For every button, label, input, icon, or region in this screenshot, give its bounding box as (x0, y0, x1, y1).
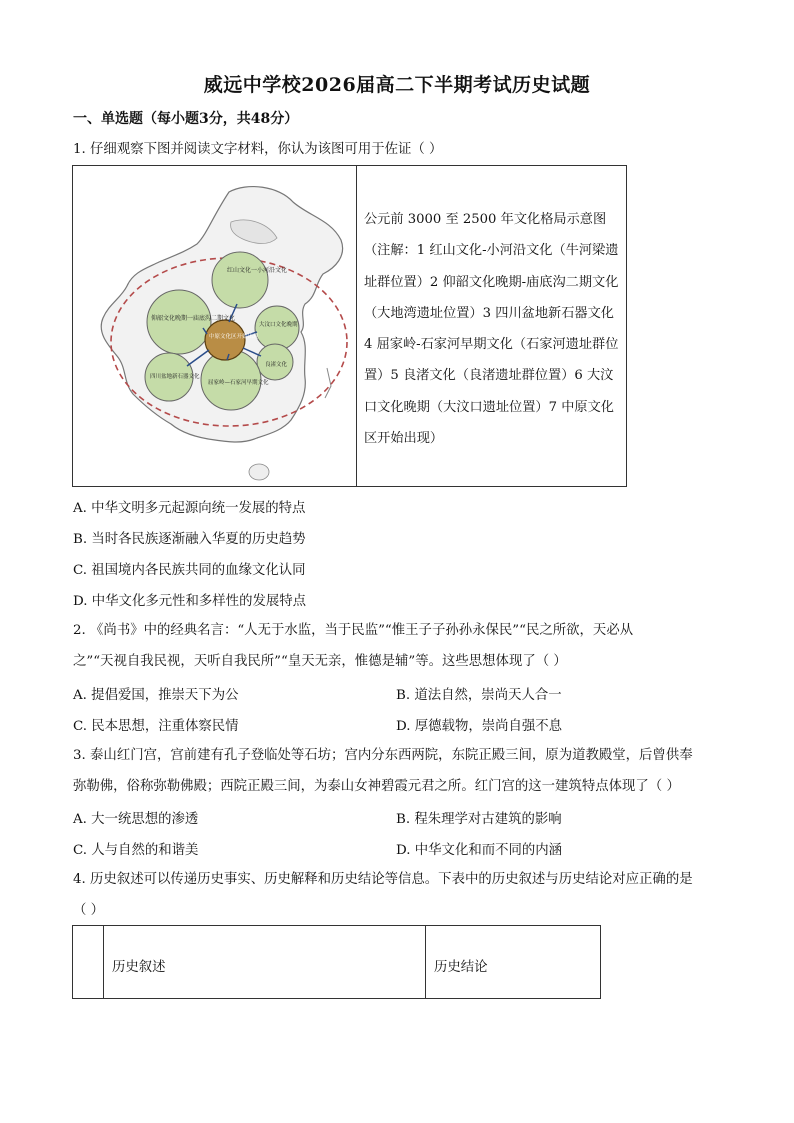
table-header-narrative: 历史叙述 (112, 960, 166, 975)
q2-option-a[interactable]: A. 提倡爱国，推崇天下为公 (73, 688, 239, 703)
table-header-conclusion: 历史结论 (434, 960, 488, 975)
label-central-plains: 中原文化区开始出现 (209, 334, 259, 340)
table-divider (356, 166, 357, 486)
island-shape (325, 368, 331, 398)
map-caption: 公元前 3000 至 2500 年文化格局示意图（注解：1 红山文化-小河沿文化（牛河梁遗址群位置）2 仰韶文化晚期-庙底沟二期文化（大地湾遗址位置）3 四川盆地新石器文化 4 屈家岭-石家河早期文化（石家河遗址群位置）5 良渚文化（良渚遗址群位置）6 大汶口文化晚期（大汶口遗址位置）7 中原文化区开始出现） (364, 212, 619, 447)
q2-option-d[interactable]: D. 厚德载物，崇尚自强不息 (396, 719, 563, 734)
q3-option-b[interactable]: B. 程朱理学对古建筑的影响 (396, 812, 562, 827)
q1-option-b[interactable]: B. 当时各民族逐渐融入华夏的历史趋势 (73, 532, 306, 547)
section-heading: 一、单选题（每小题3分，共48分） (73, 111, 299, 127)
label-hongshan: 红山文化一小河沿文化 (227, 267, 288, 274)
q4-stem-line1: 4. 历史叙述可以传递历史事实、历史解释和历史结论等信息。下表中的历史叙述与历史结论对应正确的是 (73, 872, 693, 887)
q1-option-c[interactable]: C. 祖国境内各民族共同的血缘文化认同 (73, 563, 306, 578)
island-shape (249, 464, 269, 480)
q1-stem: 1. 仔细观察下图并阅读文字材料，你认为该图可用于佐证（ ） (73, 142, 443, 157)
region-yangshao (147, 290, 211, 354)
q1-option-a[interactable]: A. 中华文明多元起源向统一发展的特点 (73, 501, 306, 516)
q2-stem-line1: 2. 《尚书》中的经典名言：“人无于水监，当于民监”“惟王子子孙孙永保民”“民之所欲，天必从 (73, 623, 634, 638)
q3-option-a[interactable]: A. 大一统思想的渗透 (73, 812, 199, 827)
label-qujialing: 屈家岭—石家河早期文化 (208, 380, 269, 386)
region-dawenkou (255, 306, 299, 350)
region-hongshan (212, 252, 268, 308)
q2-option-c[interactable]: C. 民本思想，注重体察民情 (73, 719, 239, 734)
q2-stem-line2: 之”“天视自我民视，天听自我民所”“皇天无亲，惟德是辅”等。这些思想体现了（ ） (73, 654, 567, 669)
label-liangzhu: 良渚文化 (265, 362, 288, 368)
q4-table (72, 925, 601, 999)
q1-option-d[interactable]: D. 中华文化多元性和多样性的发展特点 (73, 594, 307, 609)
q3-option-c[interactable]: C. 人与自然的和谐美 (73, 843, 199, 858)
table-column-divider (425, 926, 426, 998)
q2-option-b[interactable]: B. 道法自然，崇尚天人合一 (396, 688, 562, 703)
q1-figure-table (72, 165, 627, 487)
region-central-plains (205, 320, 245, 360)
label-sichuan: 四川盆地新石器文化 (150, 374, 200, 380)
table-column-divider (103, 926, 104, 998)
q3-stem-line2: 弥勒佛，俗称弥勒佛殿；西院正殿三间，为泰山女神碧霞元君之所。红门宫的这一建筑特点体现了（ ） (73, 779, 680, 794)
label-yangshao: 仰韶文化晚期一庙底沟二期文化 (151, 315, 236, 322)
page-title: 威远中学校2026届高二下半期考试历史试题 (203, 74, 591, 96)
q3-option-d[interactable]: D. 中华文化和而不同的内涵 (396, 843, 563, 858)
culture-map (79, 172, 351, 482)
q4-stem-line2: （ ） (73, 903, 105, 918)
label-dawenkou: 大汶口文化晚期 (259, 322, 298, 328)
q3-stem-line1: 3. 泰山红门宫，宫前建有孔子登临处等石坊；宫内分东西两院，东院正殿三间，原为道教殿堂，后曾供奉 (73, 748, 693, 763)
